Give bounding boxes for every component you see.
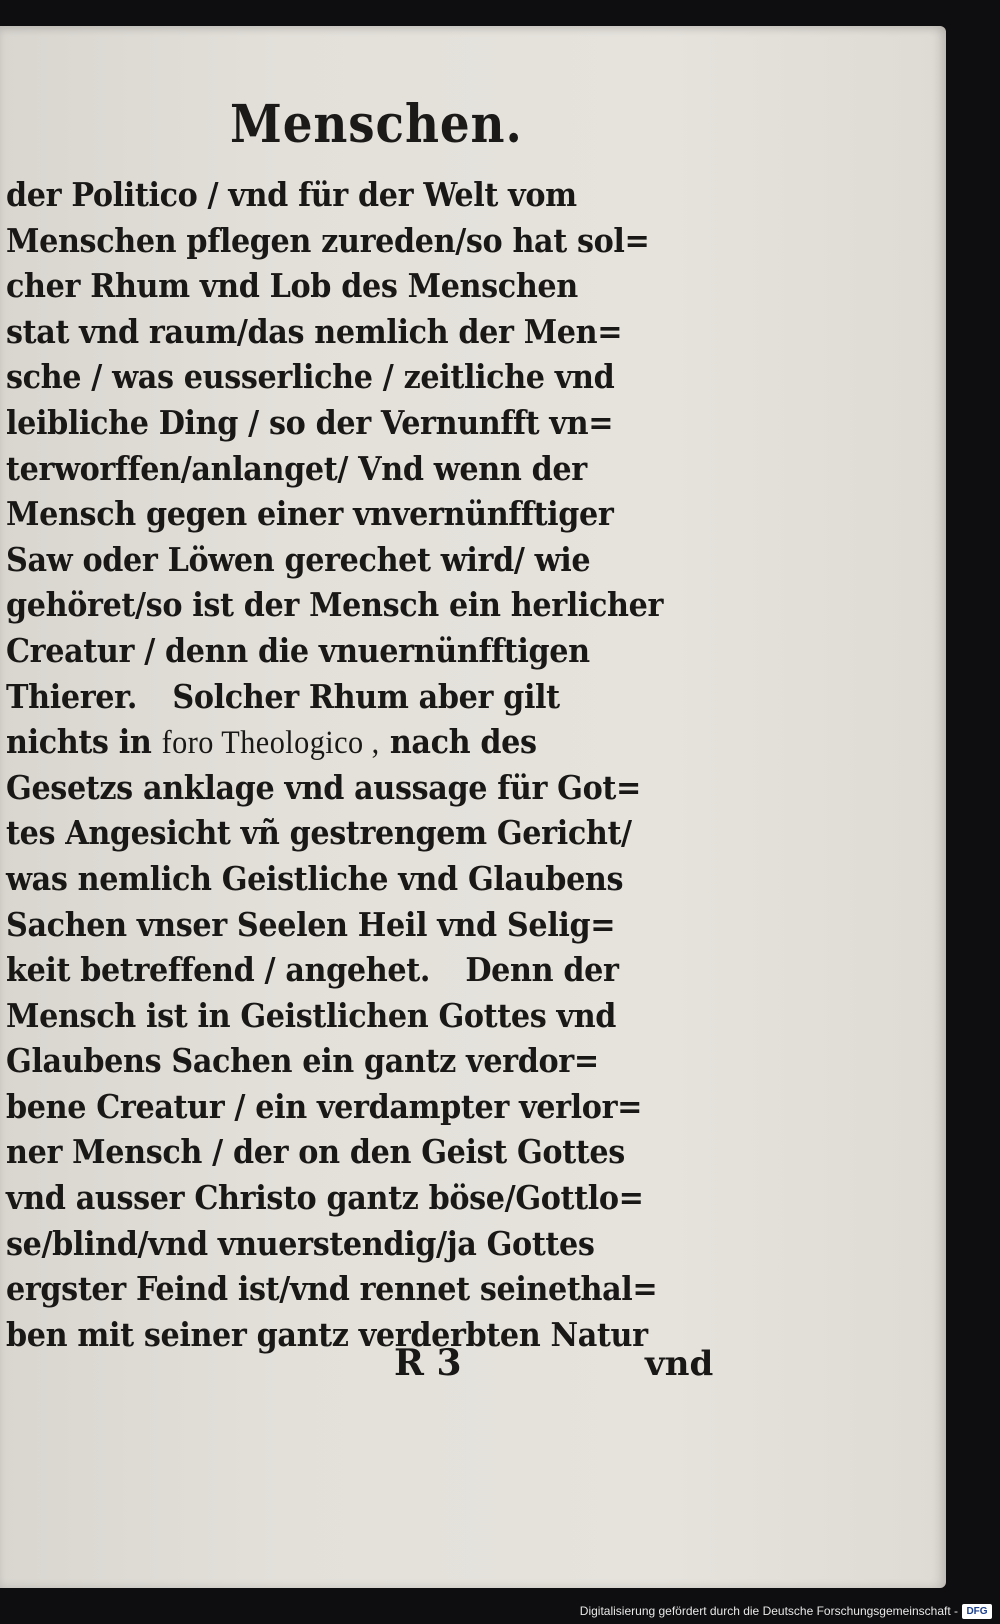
text-line: sche / was eusserliche / zeitliche vnd — [6, 357, 615, 397]
latin-phrase: foro Theologico , — [161, 725, 380, 762]
text-line: vnd ausser Christo gantz böse/Gottlo= — [6, 1178, 644, 1218]
text-line: Gesetzs anklage vnd aussage für Got= — [6, 767, 641, 807]
text-line: Mensch gegen einer vnvernünfftiger — [6, 494, 614, 534]
text-line: bene Creatur / ein verdampter verlor= — [6, 1086, 643, 1126]
text-line: leibliche Ding / so der Vernunfft vn= — [6, 402, 614, 442]
text-line: gehöret/so ist der Mensch ein herlicher — [6, 585, 664, 625]
text-segment: nichts in — [6, 722, 152, 762]
text-line: terworffen/anlanget/ Vnd wenn der — [6, 448, 587, 488]
text-line: Mensch ist in Geistlichen Gottes vnd — [6, 995, 617, 1035]
footer-bar — [0, 1588, 1000, 1624]
funding-credit: Digitalisierung gefördert durch die Deutsche Forschungsgemeinschaft - — [579, 1604, 958, 1618]
text-line: se/blind/vnd vnuerstendig/ja Gottes — [6, 1223, 595, 1263]
text-line: der Politico / vnd für der Welt vom — [6, 175, 577, 214]
text-line — [6, 719, 657, 765]
text-line: stat vnd raum/das nemlich der Men= — [6, 311, 623, 351]
text-line: ner Mensch / der on den Geist Gottes — [6, 1132, 625, 1172]
text-line — [6, 674, 657, 720]
running-header: Menschen. — [230, 94, 523, 155]
text-line: cher Rhum vnd Lob des Menschen — [6, 266, 578, 306]
text-line: Menschen pflegen zureden/so hat sol= — [6, 220, 650, 260]
text-segment: Solcher Rhum aber gilt — [172, 676, 560, 716]
text-segment: Denn der — [465, 950, 619, 990]
text-line: tes Angesicht vñ gestrengem Gericht/ — [6, 813, 632, 853]
text-line: Glaubens Sachen ein gantz verdor= — [6, 1041, 599, 1081]
text-segment: Thierer. — [6, 676, 138, 716]
text-segment: keit betreffend / angehet. — [6, 950, 430, 990]
dfg-logo: DFG — [962, 1604, 992, 1619]
text-line: Creatur / denn die vnuernünfftigen — [6, 630, 590, 670]
text-line: Saw oder Löwen gerechet wird/ wie — [6, 539, 591, 579]
text-line: Sachen vnser Seelen Heil vnd Selig= — [6, 904, 616, 944]
text-segment: nach des — [389, 722, 537, 762]
text-line: was nemlich Geistliche vnd Glaubens — [6, 858, 624, 898]
text-line — [6, 947, 657, 993]
book-page — [0, 26, 946, 1588]
text-line: ben mit seiner gantz verderbten Natur — [6, 1314, 648, 1354]
catchword: vnd — [645, 1344, 714, 1384]
body-text — [6, 172, 706, 1357]
signature-mark: R 3 — [394, 1342, 462, 1384]
text-line: ergster Feind ist/vnd rennet seinethal= — [6, 1269, 658, 1309]
